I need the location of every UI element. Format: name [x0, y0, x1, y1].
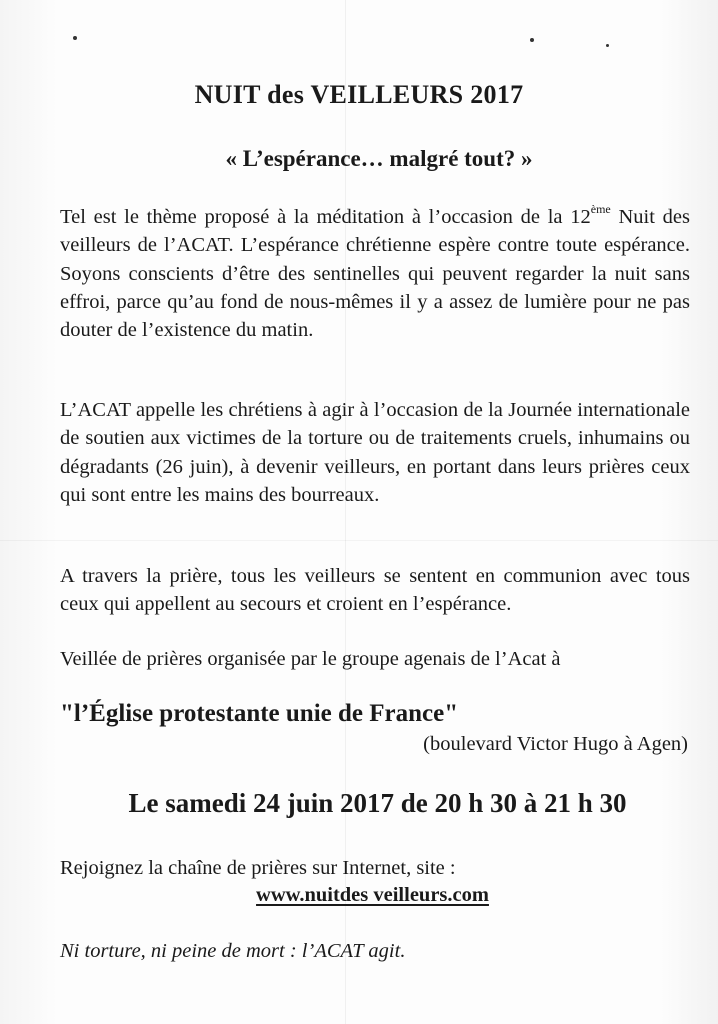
venue-name: "l’Église protestante unie de France" [60, 700, 459, 727]
motto: Ni torture, ni peine de mort : l’ACAT agit. [60, 940, 406, 962]
venue-address: (boulevard Victor Hugo à Agen) [423, 733, 688, 755]
paragraph-theme-rest: Nuit des veilleurs de l’ACAT. L’espérance chrétienne espère contre toute espérance. Soyons conscients d’être des sentinelles qui peuvent regarder la nuit sans effroi, parce qu’au fond de nous-mêmes il y a assez de lumière pour ne pas douter de l’existence du matin. [60, 206, 690, 342]
document-title: NUIT des VEILLEURS 2017 [194, 80, 524, 109]
paragraph-call: L’ACAT appelle les chrétiens à agir à l’occasion de la Journée internationale de soutien aux victimes de la torture ou de traitements cruels, inhumains ou dégradants (26 juin), à devenir veilleurs, en portant dans leurs prières ceux qui sont entre les mains des bourreaux. [60, 399, 690, 506]
paper-speck [606, 44, 609, 47]
fold-line-horizontal [0, 540, 718, 541]
paper-speck [73, 36, 77, 40]
paragraph-theme [60, 203, 690, 344]
join-text: Rejoignez la chaîne de prières sur Internet, site : [60, 857, 456, 879]
event-date: Le samedi 24 juin 2017 de 20 h 30 à 21 h 30 [128, 788, 627, 818]
paragraph-organisation: Veillée de prières organisée par le groupe agenais de l’Acat à [60, 648, 561, 670]
paragraph-theme-start: Tel est le thème proposé à la méditation à l’occasion de la 12 [60, 206, 591, 228]
paragraph-communion: A travers la prière, tous les veilleurs se sentent en communion avec tous ceux qui appellent au secours et croient en l’espérance. [60, 565, 690, 616]
document-subtitle: « L’espérance… malgré tout? » [225, 146, 533, 171]
ordinal-superscript: ème [590, 202, 611, 217]
website-link[interactable]: www.nuitdes veilleurs.com [256, 884, 489, 906]
paper-speck [530, 38, 534, 42]
